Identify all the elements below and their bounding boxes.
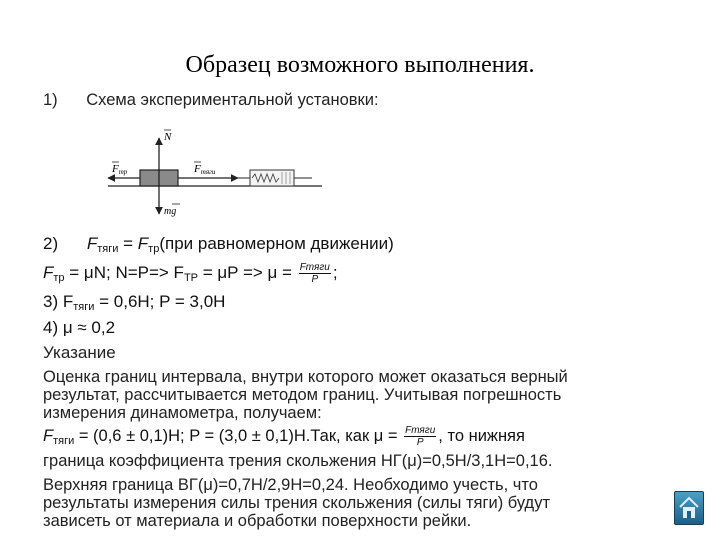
- step-2b-ftr-sub: ТР: [183, 271, 199, 284]
- hint-formula-f: F: [43, 426, 54, 445]
- setup-diagram: [100, 128, 330, 220]
- step-2-number: 2): [43, 234, 59, 253]
- step-2b-mid: = μN; N=P=> F: [64, 262, 184, 282]
- hint-fraction-denominator: P: [416, 437, 424, 448]
- step-2-lhs-sub: тяги: [97, 243, 119, 255]
- step-4: 4) μ ≈ 0,2: [43, 318, 116, 337]
- hint-line-6: результаты измерения силы трения скольжения (силы тяги) будут: [43, 494, 550, 512]
- step-1-text: Схема экспериментальной установки:: [86, 91, 379, 109]
- step-2-eq: =: [118, 234, 138, 253]
- hint-line-5: Верхняя граница ВГ(μ)=0,7Н/2,9Н=0,24. Необходимо учесть, что: [43, 476, 538, 494]
- step-2b-f: F: [43, 262, 54, 282]
- label-fthrust: Fтяги: [194, 163, 216, 176]
- step-2-note: (при равномерном движении): [159, 234, 394, 253]
- step-2b-mu: = μP => μ =: [198, 262, 297, 282]
- fraction-numerator: Fтяги: [299, 262, 330, 273]
- step-1: [43, 91, 379, 109]
- hint-line-2: результат, рассчитывается методом границ. Учитывая погрешность: [43, 386, 562, 404]
- step-2-rhs-sub: тр: [148, 243, 160, 255]
- hint-fraction-numerator: Fтяги: [405, 425, 436, 436]
- hint-heading: Указание: [43, 343, 116, 362]
- step-2b-end: ;: [332, 262, 338, 282]
- hint-line-7: зависеть от материала и обработки поверхности рейки.: [43, 512, 472, 530]
- dynamometer: [238, 170, 312, 186]
- step-3-text: 3) F: [43, 292, 74, 311]
- home-icon: [675, 492, 703, 524]
- fraction-denominator: P: [311, 274, 319, 285]
- step-2-lhs: F: [86, 234, 98, 253]
- step-2b: [43, 262, 338, 285]
- hint-line-1: Оценка границ интервала, внутри которого может оказаться верный: [43, 368, 568, 386]
- label-ftr: Fтр: [112, 163, 128, 176]
- step-3: [43, 292, 225, 313]
- step-3-values: = 0,6Н; P = 3,0Н: [94, 292, 226, 311]
- step-3-sub: тяги: [73, 301, 95, 313]
- step-2-rhs: F: [137, 234, 149, 253]
- hint-line-3: измерения динамометра, получаем:: [43, 404, 322, 422]
- step-2: [43, 234, 394, 255]
- hint-formula-f-sub: тяги: [53, 434, 75, 447]
- hint-fraction: [404, 425, 436, 448]
- hint-formula: [43, 425, 525, 448]
- step-2b-f-sub: тр: [53, 271, 65, 284]
- label-mg: mg: [164, 206, 177, 217]
- home-nav-button[interactable]: [674, 491, 704, 525]
- step-1-number: 1): [43, 91, 58, 109]
- label-n: N: [164, 131, 172, 143]
- hint-line-4: граница коэффициента трения скольжения НГ(μ)=0,5Н/3,1Н=0,16.: [43, 452, 553, 470]
- step-2b-fraction: [299, 262, 331, 285]
- slide-title: Образец возможного выполнения.: [185, 52, 535, 78]
- hint-formula-end: , то нижняя: [438, 426, 525, 445]
- hint-formula-body: = (0,6 ± 0,1)Н; P = (3,0 ± 0,1)Н.Так, как μ =: [74, 426, 403, 445]
